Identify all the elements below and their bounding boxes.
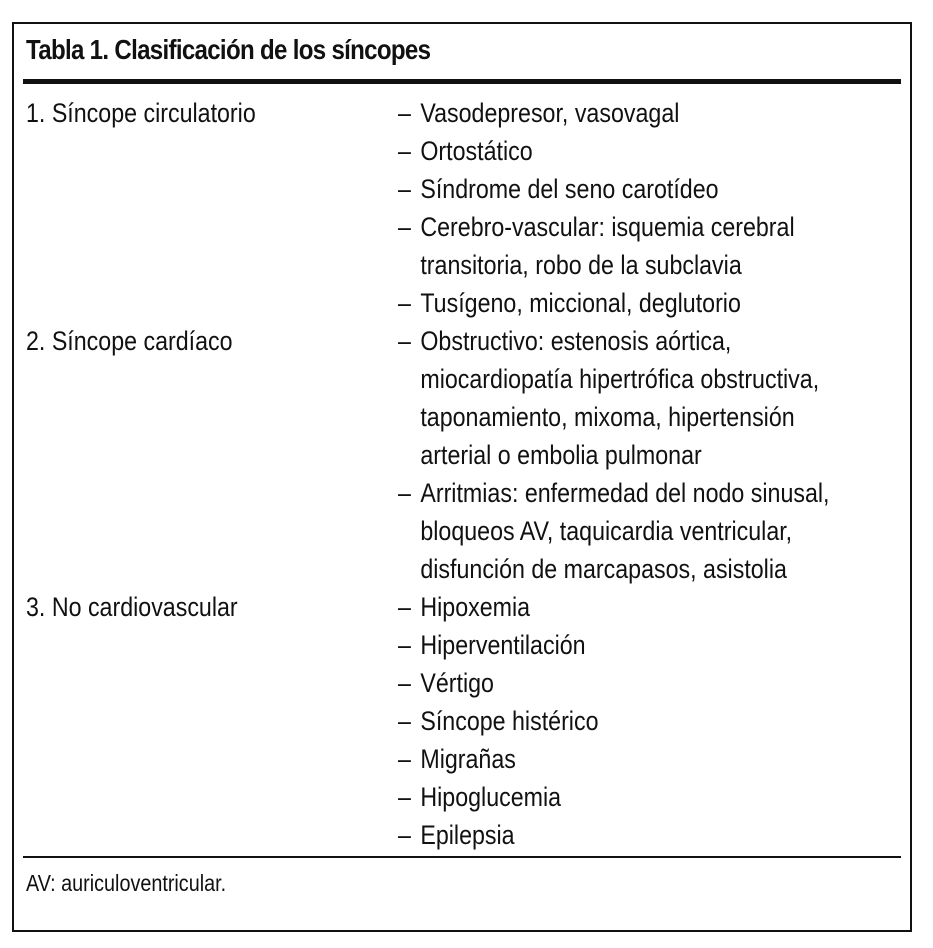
item-text-line: Tusígeno, miccional, deglutorio xyxy=(420,288,741,318)
item-text xyxy=(420,816,514,854)
category-label: 3. No cardiovascular xyxy=(26,592,238,622)
footer-rule xyxy=(23,856,901,858)
list-item xyxy=(398,816,845,854)
list-item xyxy=(398,132,845,170)
dash-marker: – xyxy=(398,478,411,508)
dash-marker: – xyxy=(398,212,411,242)
item-text xyxy=(420,208,794,284)
item-text xyxy=(420,702,598,740)
list-item xyxy=(398,322,845,474)
list-item xyxy=(398,474,845,588)
item-text-line: Epilepsia xyxy=(420,820,515,850)
item-text xyxy=(420,740,516,778)
category-label: 2. Síncope cardíaco xyxy=(26,326,233,356)
item-text xyxy=(420,322,819,474)
item-text-line: miocardiopatía hipertrófica obstructiva, xyxy=(420,364,820,394)
dash-marker: – xyxy=(398,820,411,850)
list-item xyxy=(398,588,845,626)
item-text xyxy=(420,664,494,702)
item-text xyxy=(420,626,585,664)
item-text-line: taponamiento, mixoma, hipertensión xyxy=(420,402,795,432)
dash-marker: – xyxy=(398,326,411,356)
dash-marker: – xyxy=(398,782,411,812)
item-text xyxy=(420,170,718,208)
list-item xyxy=(398,702,845,740)
item-text xyxy=(420,474,829,588)
dash-marker: – xyxy=(398,592,411,622)
category-items xyxy=(398,322,918,588)
item-text-line: Vasodepresor, vasovagal xyxy=(420,98,680,128)
dash-marker: – xyxy=(398,174,411,204)
dash-marker: – xyxy=(398,630,411,660)
category-items xyxy=(398,588,918,854)
item-text-line: Hiperventilación xyxy=(420,630,586,660)
item-text xyxy=(420,94,679,132)
category-label: 1. Síncope circulatorio xyxy=(26,98,256,128)
dash-marker: – xyxy=(398,98,411,128)
title-rule xyxy=(23,79,901,84)
list-item xyxy=(398,664,845,702)
classification-table xyxy=(12,22,912,932)
item-text-line: Síncope histérico xyxy=(420,706,599,736)
table-body xyxy=(26,94,910,854)
dash-marker: – xyxy=(398,136,411,166)
item-text-line: Vértigo xyxy=(420,668,494,698)
table-title: Tabla 1. Clasificación de los síncopes xyxy=(26,34,431,65)
item-text-line: Cerebro-vascular: isquemia cerebral xyxy=(420,212,795,242)
list-item xyxy=(398,208,845,284)
list-item xyxy=(398,94,845,132)
item-text-line: bloqueos AV, taquicardia ventricular, xyxy=(420,516,793,546)
list-item xyxy=(398,740,845,778)
item-text-line: Síndrome del seno carotídeo xyxy=(420,174,719,204)
item-text xyxy=(420,284,741,322)
item-text-line: arterial o embolia pulmonar xyxy=(420,440,702,470)
item-text-line: Ortostático xyxy=(420,136,533,166)
dash-marker: – xyxy=(398,706,411,736)
list-item xyxy=(398,626,845,664)
dash-marker: – xyxy=(398,668,411,698)
list-item xyxy=(398,778,845,816)
item-text-line: Hipoglucemia xyxy=(420,782,562,812)
item-text-line: Obstructivo: estenosis aórtica, xyxy=(420,326,732,356)
item-text xyxy=(420,132,532,170)
list-item xyxy=(398,284,845,322)
item-text-line: Hipoxemia xyxy=(420,592,531,622)
item-text-line: Migrañas xyxy=(420,744,516,774)
dash-marker: – xyxy=(398,744,411,774)
item-text-line: transitoria, robo de la subclavia xyxy=(420,250,742,280)
item-text xyxy=(420,588,530,626)
item-text-line: Arritmias: enfermedad del nodo sinusal, xyxy=(420,478,830,508)
list-item xyxy=(398,170,845,208)
item-text xyxy=(420,778,561,816)
table-row xyxy=(26,588,910,854)
table-footnote: AV: auriculoventricular. xyxy=(26,870,227,896)
table-row xyxy=(26,94,910,322)
category-items xyxy=(398,94,918,322)
dash-marker: – xyxy=(398,288,411,318)
item-text-line: disfunción de marcapasos, asistolia xyxy=(420,554,787,584)
table-row xyxy=(26,322,910,588)
